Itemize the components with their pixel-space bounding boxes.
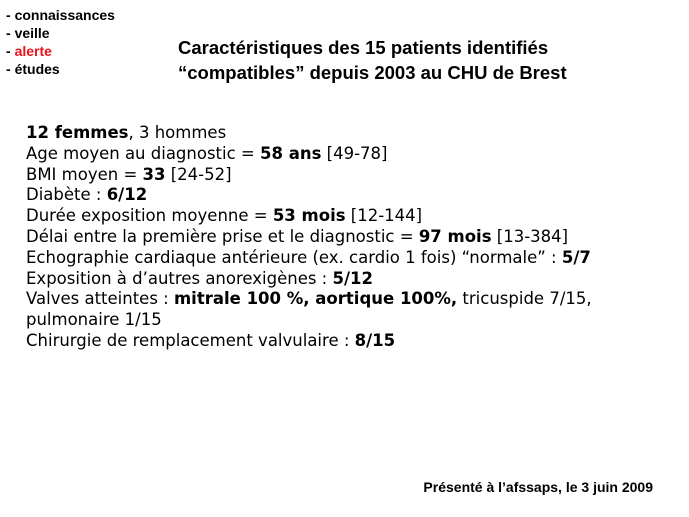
topic-label: alerte [14,43,52,59]
topic-label: connaissances [14,7,115,23]
slide-title-line-2: “compatibles” depuis 2003 au CHU de Brest [178,62,567,83]
fact-prior-echocardiography: Echographie cardiaque antérieure (ex. cardio 1 fois) “normale” : 5/7 [26,247,591,267]
topic-item-connaissances: - connaissances [6,7,115,23]
topic-label: veille [14,25,50,41]
presentation-note: Présenté à l’afssaps, le 3 juin 2009 [423,479,653,495]
topic-item-alerte: - alerte [6,43,52,59]
fact-sex-ratio: 12 femmes, 3 hommes [26,123,227,142]
fact-delay-to-diagnosis: Délai entre la première prise et le diagnostic = 97 mois [13-384] [26,226,569,246]
slide-title [178,35,683,85]
topic-item-veille: - veille [6,25,50,41]
fact-affected-valves: Valves atteintes : mitrale 100 %, aortique 100%, tricuspide 7/15, pulmonaire 1/15 [26,289,592,330]
fact-other-anorexigens: Exposition à d’autres anorexigènes : 5/12 [26,268,373,288]
patient-characteristics-list [26,123,656,352]
fact-valve-replacement: Chirurgie de remplacement valvulaire : 8/15 [26,330,396,350]
topic-label: études [14,61,60,77]
fact-diabetes: Diabète : 6/12 [26,185,148,205]
topic-list [6,6,115,78]
slide-title-line-1: Caractéristiques des 15 patients identifiés [178,37,549,58]
fact-mean-bmi: BMI moyen = 33 [24-52] [26,164,232,184]
fact-exposure-duration: Durée exposition moyenne = 53 mois [12-144] [26,206,423,226]
fact-mean-age: Age moyen au diagnostic = 58 ans [49-78] [26,143,388,163]
topic-item-etudes: - études [6,61,60,77]
